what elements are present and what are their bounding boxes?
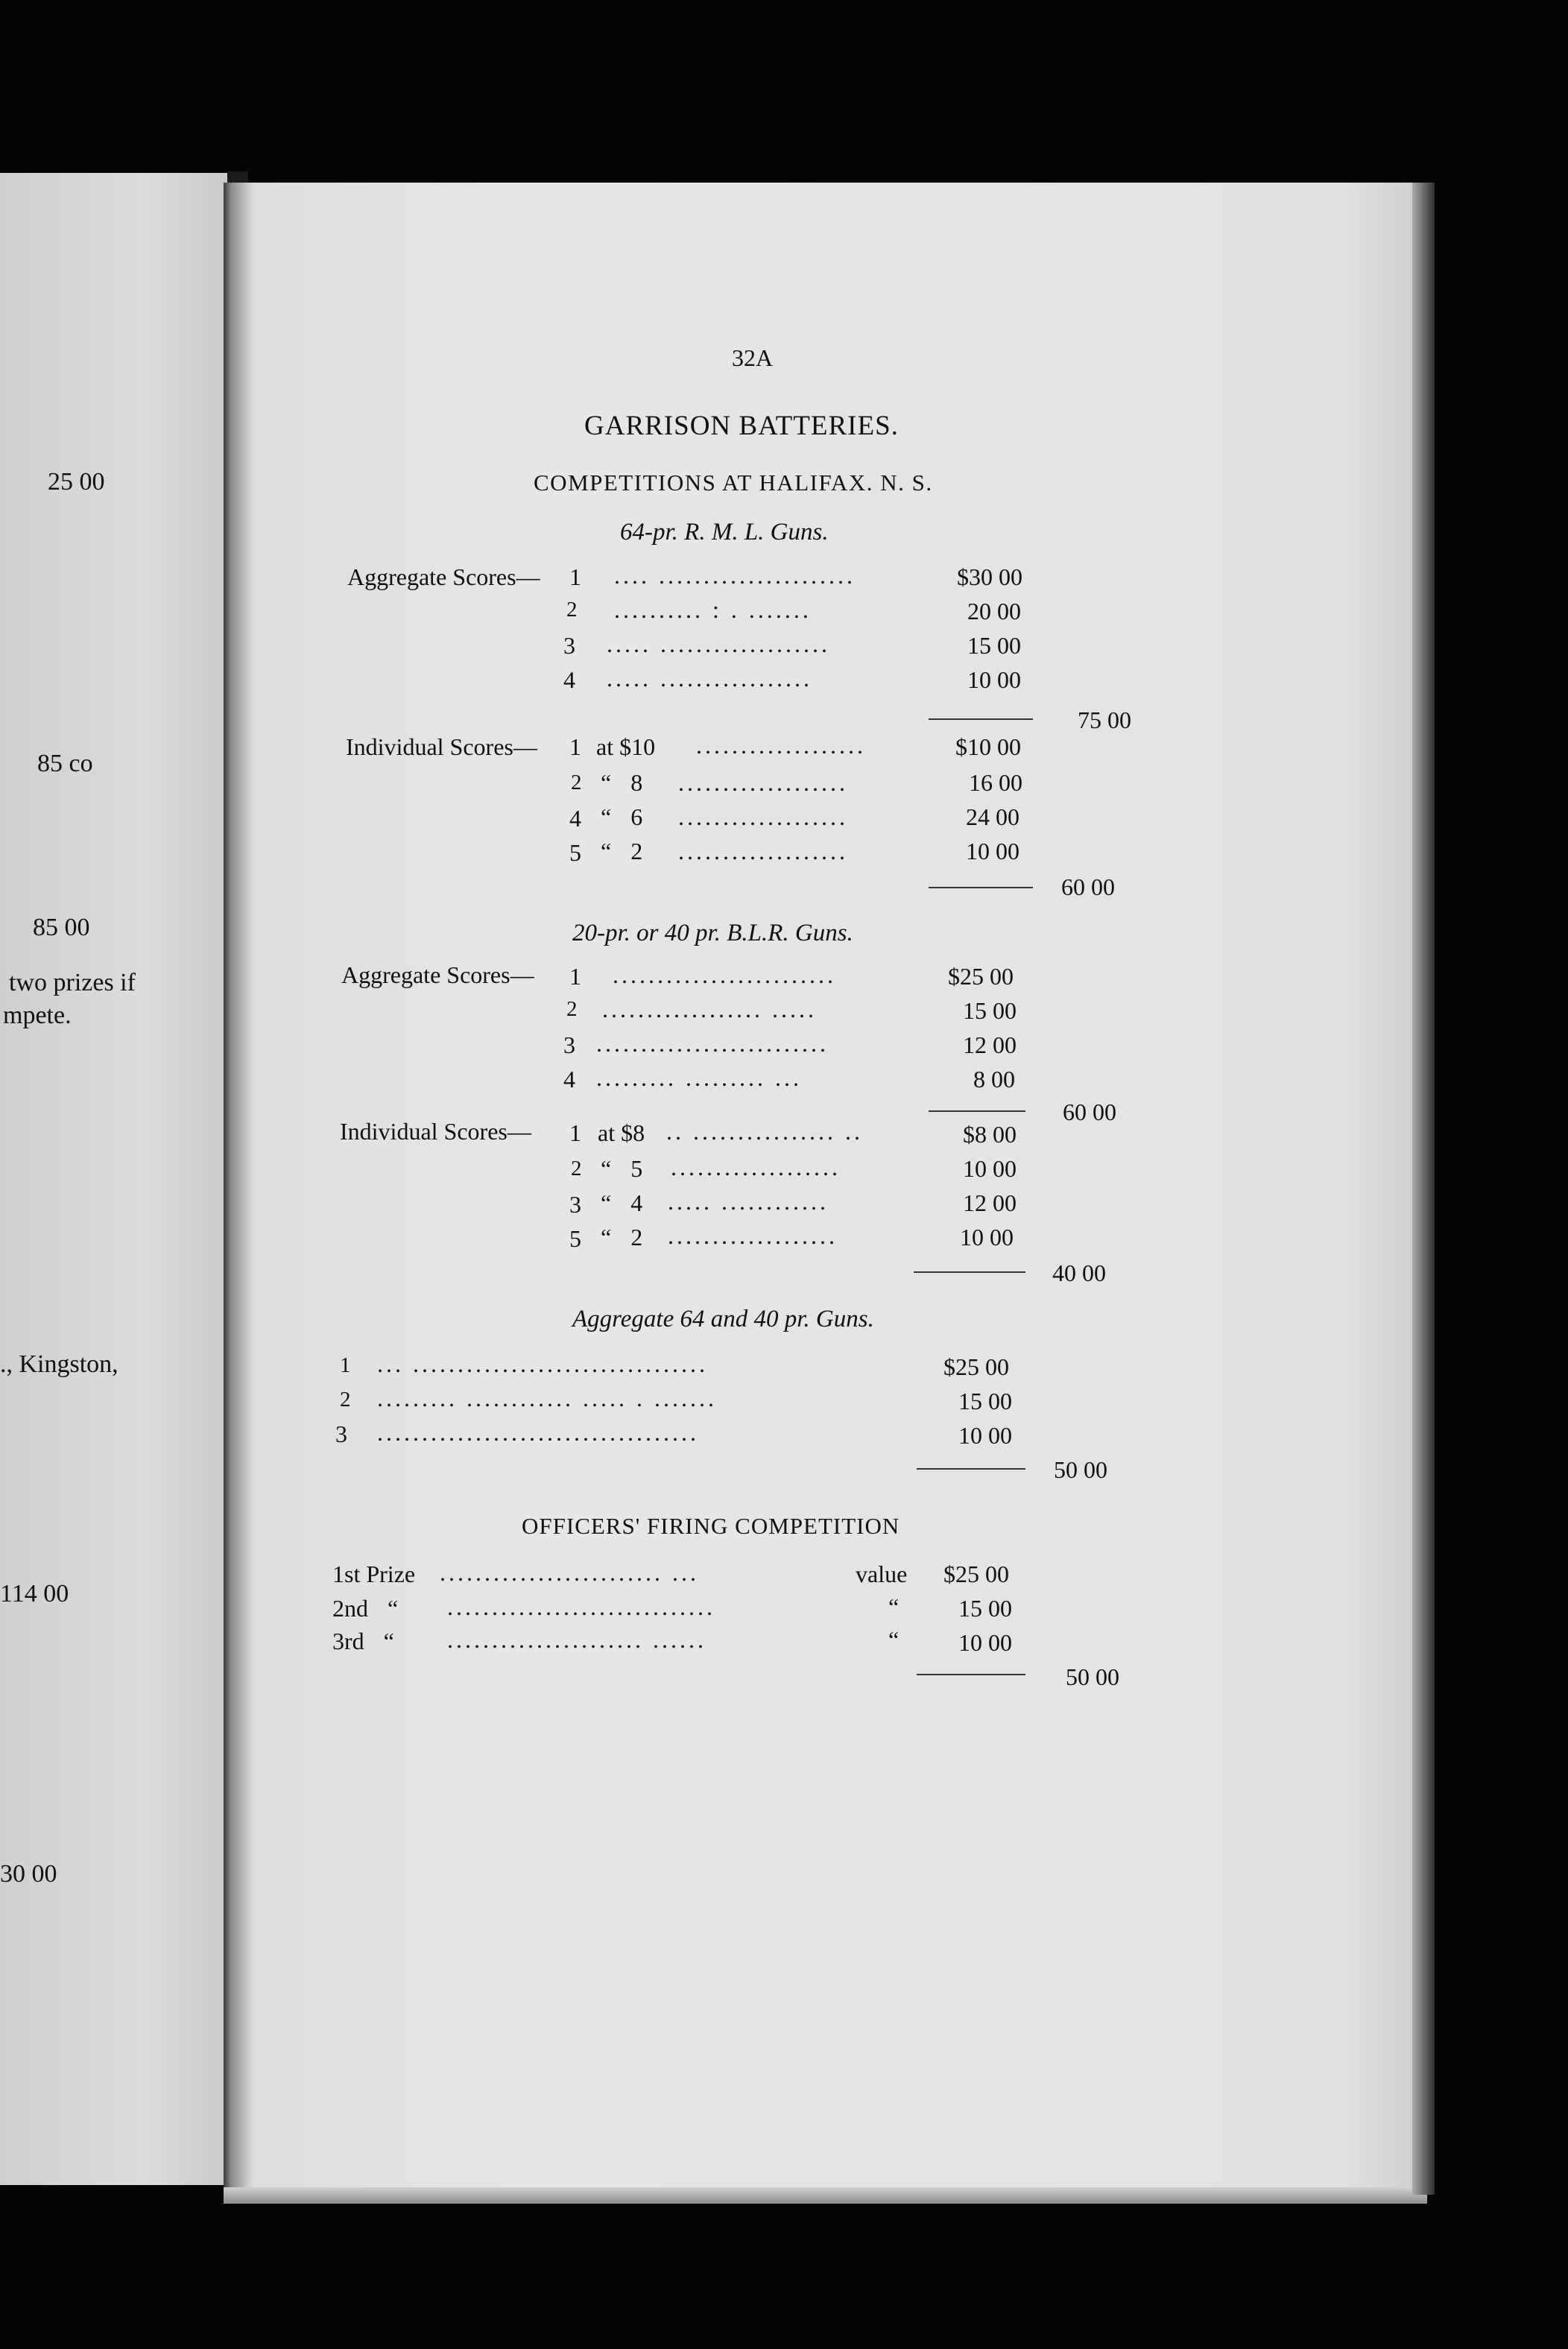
subtotal-rule (929, 887, 1033, 888)
prize-label: 1st Prize (332, 1561, 416, 1587)
dot-leader: ................... (678, 769, 848, 796)
row-number: 4 (563, 1066, 575, 1093)
row-number: 1 (569, 963, 581, 990)
group-total: 50 00 (1054, 1456, 1107, 1483)
dot-leader: .................................... (377, 1419, 699, 1446)
page-subtitle: COMPETITIONS AT HALIFAX. N. S. (534, 470, 933, 496)
subtotal-rule (914, 1271, 1025, 1273)
row-number: 4 (563, 666, 575, 693)
rate: at $8 (598, 1119, 645, 1146)
page-number: 32A (732, 344, 774, 371)
dot-leader: ................... (696, 732, 866, 759)
row-number: 4 (569, 805, 581, 832)
group-label: Aggregate Scores— (341, 961, 534, 988)
amount: 15 00 (967, 632, 1021, 659)
amount: 15 00 (958, 1388, 1012, 1414)
rate: “ 8 (601, 769, 643, 796)
left-fragment: 25 00 (48, 468, 105, 496)
row-number: 3 (563, 632, 575, 659)
dot-leader: .................. ..... (602, 996, 817, 1022)
amount: 16 00 (969, 769, 1022, 796)
left-fragment: 30 00 (0, 1860, 57, 1888)
row-number: 3 (563, 1031, 575, 1058)
left-fragment: two prizes if (9, 969, 136, 996)
amount: 10 00 (966, 838, 1019, 864)
dot-leader: .......... : . ....... (614, 596, 812, 623)
dot-leader: .. ................ .. (666, 1118, 863, 1145)
dot-leader: ................... (678, 838, 848, 864)
dot-leader: ...................... ...... (447, 1626, 706, 1653)
amount: 12 00 (963, 1031, 1017, 1058)
amount: $25 00 (943, 1561, 1009, 1587)
dot-leader: ..... ................... (607, 630, 830, 657)
group-label: Individual Scores— (340, 1118, 531, 1145)
dot-leader: ................... (671, 1154, 841, 1180)
row-number: 2 (571, 771, 582, 794)
page-bottom-shadow (224, 2187, 1427, 2204)
rate: “ 2 (601, 838, 643, 864)
dot-leader: ... ................................. (377, 1350, 708, 1377)
left-fragment: 85 co (37, 750, 93, 777)
rate: “ 5 (601, 1155, 643, 1182)
dot-leader: ................... (678, 803, 848, 830)
row-number: 1 (569, 1119, 581, 1146)
page-title: GARRISON BATTERIES. (584, 411, 899, 441)
rate: “ 6 (601, 803, 643, 830)
dot-leader: .... ...................... (614, 562, 856, 589)
row-number: 2 (566, 598, 578, 622)
amount: 20 00 (967, 598, 1021, 625)
section-heading: 64-pr. R. M. L. Guns. (620, 519, 829, 546)
left-fragment: 114 00 (0, 1580, 69, 1607)
row-number: 5 (569, 839, 581, 866)
officers-heading: OFFICERS' FIRING COMPETITION (522, 1513, 900, 1539)
row-number: 3 (569, 1191, 581, 1218)
row-number: 1 (569, 563, 581, 590)
amount: $25 00 (948, 963, 1014, 990)
dot-leader: ................... (668, 1222, 838, 1249)
dot-leader: .......................... (596, 1030, 829, 1057)
amount: $30 00 (957, 563, 1022, 590)
left-fragment: mpete. (3, 1002, 72, 1029)
subtotal-rule (917, 1468, 1025, 1470)
row-number: 2 (340, 1388, 351, 1411)
amount: 15 00 (963, 997, 1017, 1024)
section-heading: Aggregate 64 and 40 pr. Guns. (572, 1306, 874, 1332)
group-label: Individual Scores— (346, 733, 537, 760)
page-right-edge (1412, 183, 1435, 2195)
dot-leader: ......... ............ ..... . ....... (377, 1385, 717, 1411)
rate: at $10 (596, 733, 656, 760)
amount: $10 00 (955, 733, 1021, 760)
section-heading: 20-pr. or 40 pr. B.L.R. Guns. (572, 920, 853, 946)
amount: 10 00 (967, 666, 1021, 693)
value-label: value (856, 1561, 908, 1587)
group-total: 75 00 (1078, 706, 1131, 733)
amount: 12 00 (963, 1189, 1017, 1216)
value-label: “ (888, 1626, 900, 1653)
dot-leader: ..... ................. (607, 665, 812, 692)
subtotal-rule (929, 1110, 1025, 1112)
subtotal-rule (929, 718, 1033, 720)
dot-leader: ......... ......... ... (596, 1064, 802, 1091)
row-number: 1 (569, 733, 581, 760)
amount: 10 00 (958, 1422, 1012, 1449)
row-number: 5 (569, 1225, 581, 1252)
value-label: “ (888, 1593, 900, 1620)
group-total: 50 00 (1066, 1663, 1119, 1690)
rate: “ 2 (601, 1224, 643, 1251)
group-total: 60 00 (1061, 873, 1115, 900)
prize-label: 2nd “ (332, 1595, 399, 1622)
amount: 10 00 (958, 1629, 1012, 1656)
amount: 8 00 (973, 1066, 1015, 1093)
dot-leader: .............................. (447, 1593, 715, 1620)
amount: 15 00 (958, 1595, 1012, 1622)
amount: $25 00 (943, 1353, 1009, 1380)
row-number: 2 (571, 1157, 582, 1180)
group-total: 40 00 (1052, 1259, 1106, 1286)
group-label: Aggregate Scores— (347, 563, 540, 590)
left-fragment: 85 00 (33, 914, 90, 941)
dot-leader: ......................... ... (440, 1559, 699, 1586)
amount: 10 00 (960, 1224, 1014, 1251)
dot-leader: ..... ............ (668, 1188, 829, 1215)
dot-leader: ......................... (613, 961, 836, 988)
row-number: 2 (566, 997, 578, 1021)
amount: 10 00 (963, 1155, 1017, 1182)
row-number: 3 (335, 1420, 347, 1447)
rate: “ 4 (601, 1189, 643, 1216)
row-number: 1 (340, 1353, 351, 1377)
prize-label: 3rd “ (332, 1628, 394, 1654)
amount: 24 00 (966, 803, 1019, 830)
left-fragment: ., Kingston, (0, 1350, 118, 1378)
subtotal-rule (917, 1674, 1025, 1675)
group-total: 60 00 (1063, 1098, 1116, 1125)
amount: $8 00 (963, 1121, 1017, 1148)
